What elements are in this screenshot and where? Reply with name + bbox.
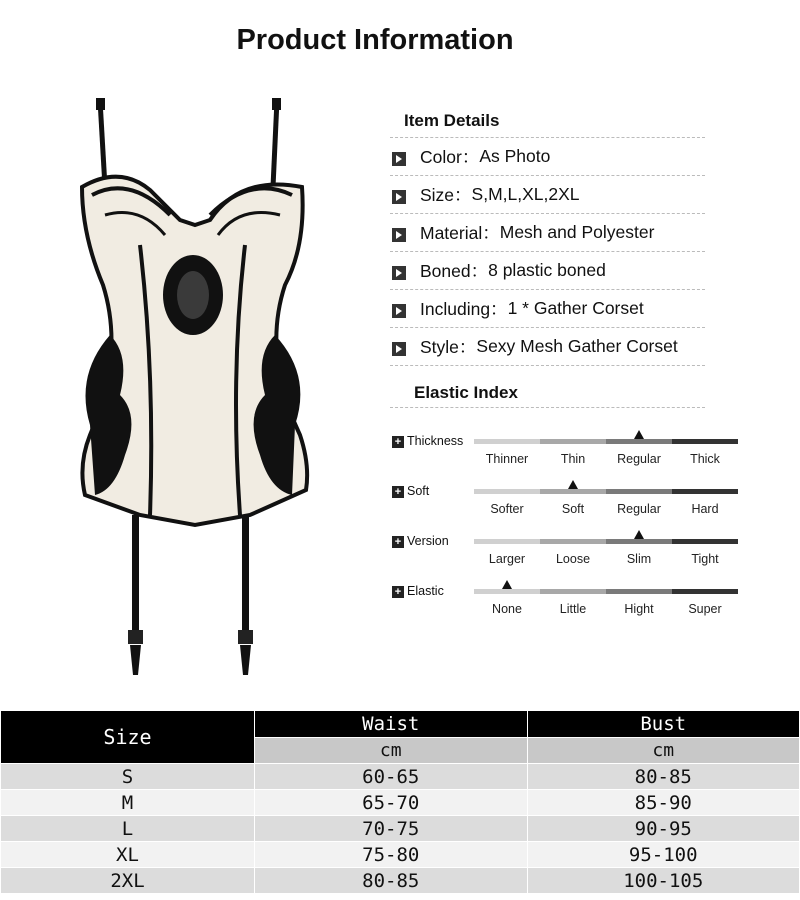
- bust-cell: 80-85: [527, 764, 800, 790]
- scale-label: Soft: [407, 484, 430, 498]
- detail-row-material: [390, 214, 705, 252]
- size-cell: 2XL: [1, 868, 255, 894]
- scale-bar: [474, 539, 738, 544]
- scale-option: Super: [688, 602, 722, 616]
- scale-option: Regular: [617, 452, 661, 466]
- scale-elastic: [392, 586, 742, 626]
- detail-value: S,M,L,XL,2XL: [471, 184, 580, 204]
- scale-option: Thin: [560, 452, 586, 466]
- waist-cell: 80-85: [255, 868, 528, 894]
- detail-row-color: [390, 138, 705, 176]
- scale-option: Regular: [617, 502, 661, 516]
- waist-cell: 60-65: [255, 764, 528, 790]
- scale-marker: [634, 530, 644, 539]
- waist-cell: 75-80: [255, 842, 528, 868]
- scale-bar: [474, 589, 738, 594]
- scale-label: Elastic: [407, 584, 444, 598]
- scale-label: Thickness: [407, 434, 464, 448]
- bullet-arrow-icon: [392, 342, 406, 356]
- detail-label: Style：: [420, 337, 477, 357]
- bullet-arrow-icon: [392, 190, 406, 204]
- bullet-arrow-icon: [392, 152, 406, 166]
- elastic-index-heading: Elastic Index: [390, 374, 705, 408]
- detail-label: Size：: [420, 185, 472, 205]
- scale-option: Larger: [488, 552, 526, 566]
- size-header: Size: [1, 711, 255, 764]
- detail-value: Sexy Mesh Gather Corset: [476, 336, 678, 356]
- scale-option: Little: [559, 602, 587, 616]
- bust-cell: 90-95: [527, 816, 800, 842]
- scale-marker: [502, 580, 512, 589]
- detail-row-style: [390, 328, 705, 366]
- waist-cell: 70-75: [255, 816, 528, 842]
- bust-cell: 85-90: [527, 790, 800, 816]
- detail-value: 1 * Gather Corset: [507, 298, 644, 318]
- table-row: [1, 842, 800, 868]
- plus-icon: +: [392, 586, 404, 598]
- table-row: [1, 868, 800, 894]
- table-row: [1, 764, 800, 790]
- detail-label: Boned：: [420, 261, 489, 281]
- scale-bar: [474, 489, 738, 494]
- scale-option: Hight: [624, 602, 654, 616]
- table-row: [1, 790, 800, 816]
- scale-option: Thick: [690, 452, 720, 466]
- scale-option: Hard: [691, 502, 719, 516]
- waist-cell: 65-70: [255, 790, 528, 816]
- bust-header: Bust: [527, 711, 800, 738]
- scale-option: Loose: [555, 552, 591, 566]
- detail-value: 8 plastic boned: [488, 260, 606, 280]
- item-details-panel: [390, 108, 705, 408]
- scale-marker: [568, 480, 578, 489]
- scale-option: Softer: [490, 502, 524, 516]
- detail-label: Material：: [420, 223, 500, 243]
- size-cell: S: [1, 764, 255, 790]
- detail-row-including: [390, 290, 705, 328]
- size-cell: L: [1, 816, 255, 842]
- detail-value: Mesh and Polyester: [499, 222, 655, 242]
- scale-label: Version: [407, 534, 449, 548]
- scale-bar: [474, 439, 738, 444]
- plus-icon: +: [392, 486, 404, 498]
- item-details-heading: Item Details: [390, 108, 705, 138]
- scale-thickness: [392, 436, 742, 476]
- scale-soft: [392, 486, 742, 526]
- bullet-arrow-icon: [392, 304, 406, 318]
- table-row: [1, 816, 800, 842]
- page-title: Product Information: [236, 24, 514, 56]
- bust-unit: cm: [527, 738, 800, 764]
- bullet-arrow-icon: [392, 228, 406, 242]
- plus-icon: +: [392, 536, 404, 548]
- scale-marker: [634, 430, 644, 439]
- scale-version: [392, 536, 742, 576]
- scale-option: Soft: [561, 502, 585, 516]
- bust-cell: 100-105: [527, 868, 800, 894]
- detail-label: Including：: [420, 299, 508, 319]
- detail-value: As Photo: [479, 146, 551, 166]
- size-cell: M: [1, 790, 255, 816]
- detail-label: Color：: [420, 147, 480, 167]
- corset-product-image: [70, 95, 320, 695]
- plus-icon: +: [392, 436, 404, 448]
- scale-option: None: [492, 602, 522, 616]
- bust-cell: 95-100: [527, 842, 800, 868]
- waist-unit: cm: [255, 738, 528, 764]
- detail-row-boned: [390, 252, 705, 290]
- scale-option: Thinner: [485, 452, 529, 466]
- size-cell: XL: [1, 842, 255, 868]
- bullet-arrow-icon: [392, 266, 406, 280]
- scale-option: Tight: [691, 552, 719, 566]
- waist-header: Waist: [255, 711, 528, 738]
- detail-row-size: [390, 176, 705, 214]
- size-chart-table: [0, 710, 800, 894]
- scale-option: Slim: [626, 552, 652, 566]
